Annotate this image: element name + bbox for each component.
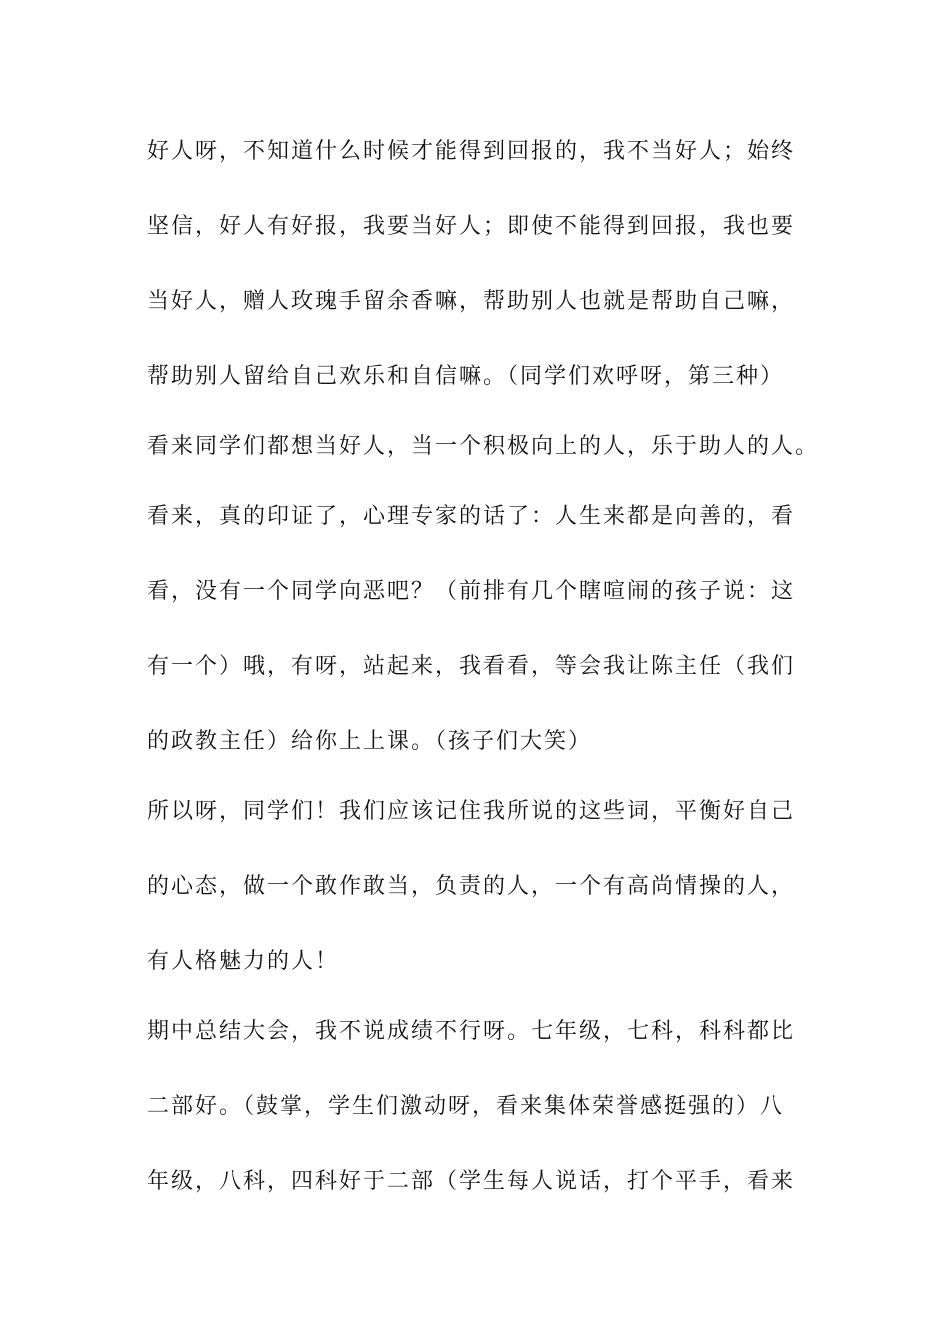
text-line-11: 的心态，做一个敢作敢当，负责的人，一个有高尚情操的人， <box>147 874 796 899</box>
text-line-3: 当好人，赠人玫瑰手留余香嘛，帮助别人也就是帮助自己嘛， <box>147 289 796 314</box>
text-line-6: 看来，真的印证了，心理专家的话了：人生来都是向善的，看 <box>147 504 796 529</box>
text-line-10: 所以呀，同学们！我们应该记住我所说的这些词，平衡好自己 <box>147 799 796 824</box>
text-line-14: 二部好。（鼓掌，学生们激动呀，看来集体荣誉感挺强的）八 <box>147 1094 785 1119</box>
text-line-2: 坚信，好人有好报，我要当好人；即使不能得到回报，我也要 <box>147 214 796 239</box>
document-body <box>147 130 827 1235</box>
text-line-1: 好人呀，不知道什么时候才能得到回报的，我不当好人；始终 <box>147 139 796 164</box>
text-line-13: 期中总结大会，我不说成绩不行呀。七年级，七科，科科都比 <box>147 1019 796 1044</box>
text-line-12: 有人格魅力的人！ <box>147 949 340 974</box>
text-line-5: 看来同学们都想当好人，当一个积极向上的人，乐于助人的人。 <box>147 434 820 459</box>
text-line-4: 帮助别人留给自己欢乐和自信嘛。（同学们欢呼呀，第三种） <box>147 364 785 389</box>
text-line-7: 看，没有一个同学向恶吧？（前排有几个瞎喧闹的孩子说：这 <box>147 579 796 604</box>
text-line-15: 年级，八科，四科好于二部（学生每人说话，打个平手，看来 <box>147 1169 796 1194</box>
text-line-9: 的政教主任）给你上上课。（孩子们大笑） <box>147 729 593 754</box>
text-line-8: 有一个）哦，有呀，站起来，我看看，等会我让陈主任（我们 <box>147 654 796 679</box>
